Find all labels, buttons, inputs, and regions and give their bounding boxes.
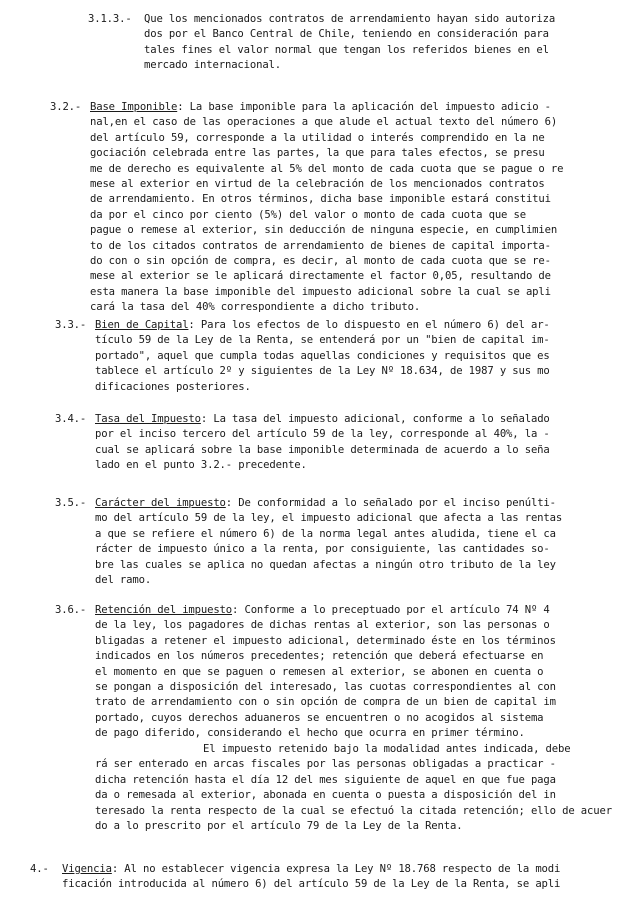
section-3-2: [50, 100, 615, 316]
section-heading: Retención del impuesto: [95, 604, 233, 616]
section-heading: Bien de Capital: [95, 319, 189, 331]
section-body: [95, 412, 620, 474]
section-text: : Al no establecer vigencia expresa la Ley Nº 18.768 respecto de la modi ficación introducida al número 6) del artículo 59 de la Ley de la Renta, se apli: [62, 863, 561, 891]
section-heading: Vigencia: [62, 863, 112, 875]
section-number: 4.-: [30, 863, 49, 875]
section-number: 3.6.-: [55, 604, 87, 616]
section-text: : La tasa del impuesto adicional, conforme a lo señalado por el inciso tercero del artículo 59 de la ley, corresponde al 40%, la - cual se aplicará sobre la base imponible determinada de acuerdo a lo seña lado en el punto 3.2.- precedente.: [95, 413, 550, 472]
section-3-3: [55, 318, 620, 395]
section-4: [30, 862, 620, 893]
section-body: [90, 100, 615, 316]
section-3-5: [55, 496, 620, 588]
section-number: 3.4.-: [55, 413, 87, 425]
section-heading: Tasa del Impuesto: [95, 413, 201, 425]
section-3-6: [55, 603, 620, 742]
section-body: [95, 603, 620, 742]
section-text: Que los mencionados contratos de arrendamiento hayan sido autoriza dos por el Banco Central de Chile, teniendo en consideración para tales fines el valor normal que tengan los referidos bienes en el mercado internacional.: [144, 13, 556, 72]
section-body: [95, 496, 620, 588]
section-text: : Conforme a lo preceptuado por el artículo 74 Nº 4 de la ley, los pagadores de dichas rentas al exterior, son las personas o bligadas a retener el impuesto adicional, determinado éste en los términos indicados en los números precedentes; retención que deberá efectuarse en el momento en que se paguen o remesen al exterior, se abonen en cuenta o se pongan a disposición del interesado, las cuotas correspondientes al con trato de arrendamiento con o sin opción de compra de un bien de capital im portado, cuyos derechos aduaneros se encuentren o no acogidos al sistema de pago diferido, considerando el hecho que ocurra en primer término.: [95, 604, 556, 740]
section-body: [95, 318, 620, 395]
section-text: : La base imponible para la aplicación del impuesto adicio - nal,en el caso de las operaciones a que alude el actual texto del número 6) del artículo 59, corresponde a la utilidad o interés comprendido en la ne gociación celebrada entre las partes, la que para tales efectos, se presu me de derecho es equivalente al 5% del monto de cada cuota que se pague o re mese al exterior en virtud de la celebración de los mencionados contratos de arrendamiento. En otros términos, dicha base imponible estará constitui da por el cinco por ciento (5%) del valor o monto de cada cuota que se pague o remese al exterior, sin deducción de ninguna especie, en cumplimien to de los citados contratos de arrendamiento de bienes de capital importa- do con o sin opción de compra, es decir, al monto de cada cuota que se re- mese al exterior se le aplicará directamente el factor 0,05, resultando de esta manera la base imponible del impuesto adicional sobre la cual se apli cará la tasa del 40% correspondiente a dicho tributo.: [90, 101, 564, 314]
section-heading: Base Imponible: [90, 101, 178, 113]
section-text: : Para los efectos de lo dispuesto en el número 6) del ar- tículo 59 de la Ley de la Renta, se entenderá por un "bien de capital im- portado", aquel que cumpla todas aquellas condiciones y requisitos que es tablece el artículo 2º y siguientes de la Ley Nº 18.634, de 1987 y sus mo dificaciones posteriores.: [95, 319, 550, 393]
section-number: 3.3.-: [55, 319, 87, 331]
section-body: [62, 862, 620, 893]
section-number: 3.1.3.-: [88, 13, 132, 25]
section-3-4: [55, 412, 620, 474]
section-3-1-3: [88, 12, 608, 74]
section-number: 3.2.-: [50, 101, 82, 113]
section-3-6-paragraph-2: [95, 742, 615, 834]
section-number: 3.5.-: [55, 497, 87, 509]
section-text: El impuesto retenido bajo la modalidad antes indicada, debe rá ser enterado en arcas fiscales por las personas obligadas a practicar - dicha retención hasta el día 12 del mes siguiente de aquel en que fue paga da o remesada al exterior, abonada en cuenta o puesta a disposición del in teresado la renta respecto de la cual se efectuó la citada retención; ello de acuer do a lo prescrito por el artículo 79 de la Ley de la Renta.: [95, 743, 612, 833]
section-text: : De conformidad a lo señalado por el inciso penúlti- mo del artículo 59 de la ley, el impuesto adicional que afecta a las rentas a que se refiere el número 6) de la norma legal antes aludida, tiene el ca rácter de impuesto único a la renta, por consiguiente, las cantidades so- bre las cuales se aplica no quedan afectas a ningún otro tributo de la ley del ramo.: [95, 497, 563, 587]
section-heading: Carácter del impuesto: [95, 497, 226, 509]
